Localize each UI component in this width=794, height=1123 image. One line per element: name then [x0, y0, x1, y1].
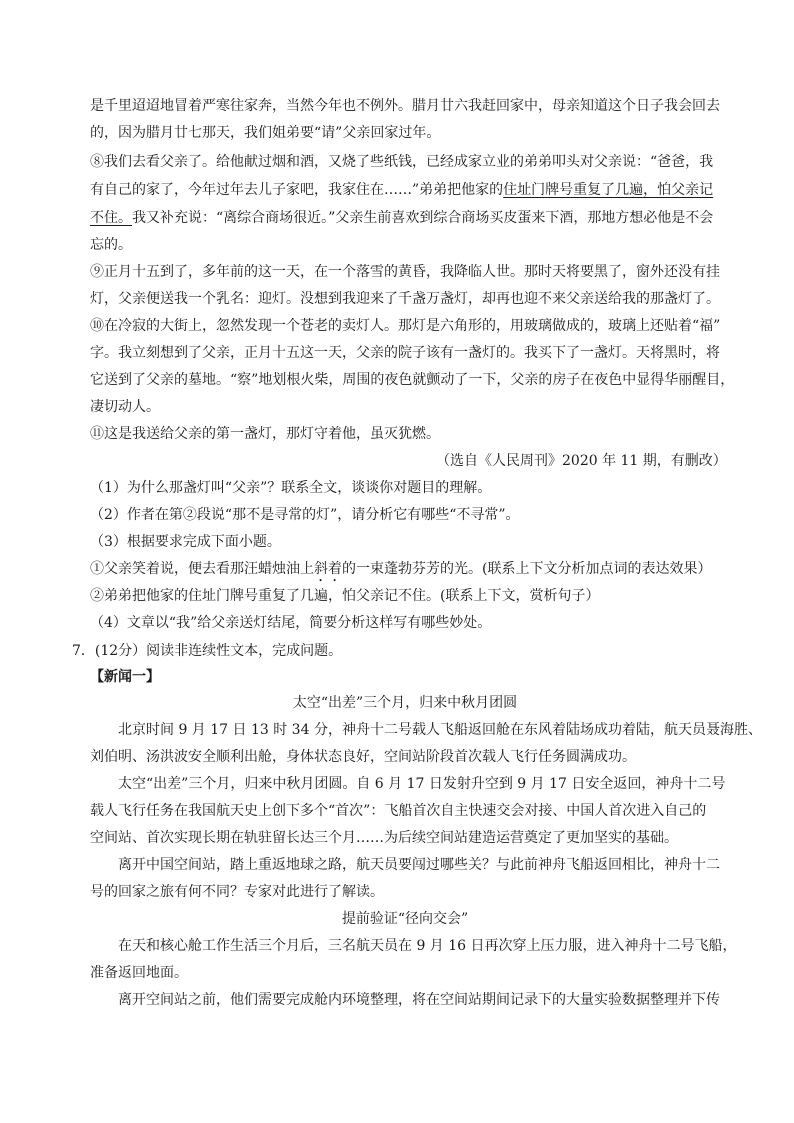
news-line: 北京时间 9 月 17 日 13 时 34 分，神舟十二号载人飞船返回舱在东风着陆场成功着陆，航天员聂海胜、: [118, 722, 762, 738]
news-title: 太空“出差”三个月，归来中秋月团圆: [292, 695, 518, 711]
news-line: 准备返回地面。: [90, 965, 188, 981]
para-10-line: ⑩在冷寂的大街上，忽然发现一个苍老的卖灯人。那灯是六角形的，用玻璃做成的，玻璃上还贴着“福”: [90, 318, 721, 334]
underlined-sentence: 住址门牌号重复了几遍，怕父亲记: [503, 182, 714, 198]
para-10-line: 它送到了父亲的墓地。“察”地划根火柴，周围的夜色就颤动了一下，父亲的房子在夜色中显得华丽醒目，: [90, 372, 735, 388]
question-2: （2）作者在第②段说“那不是寻常的灯”，请分析它有哪些“不寻常”。: [90, 507, 520, 523]
para-top-line: 的，因为腊月廿七那天，我们姐弟要“请”父亲回家过年。: [90, 125, 441, 141]
news-line: 离开中国空间站，踏上重返地球之路，航天员要闯过哪些关？与此前神舟飞船返回相比，神舟十二: [118, 857, 720, 873]
question-4: （4）文章以“我”给父亲送灯结尾，简要分析这样写有哪些妙处。: [90, 615, 492, 631]
para-8-line: 忘的。: [90, 237, 132, 253]
news-subtitle: 提前验证“径向交会”: [341, 911, 469, 927]
para-10-line: 字。我立刻想到了父亲，正月十五这一天，父亲的院子该有一盏灯的。我买下了一盏灯。天将黑时，将: [90, 345, 720, 361]
para-9-line: 灯，父亲便送我一个乳名：迎灯。没想到我迎来了千盏万盏灯，却再也迎不来父亲送给我的那盏灯了。: [90, 291, 720, 307]
text-span: 的一束蓬勃芬芳的光。(联系上下文分析加点词的表达效果）: [342, 561, 712, 577]
news-line: 刘伯明、汤洪波安全顺利出舱，身体状态良好，空间站阶段首次载人飞行任务圆满成功。: [90, 749, 636, 765]
question-7-header: 7．(12分）阅读非连续性文本，完成问题。: [72, 643, 343, 659]
para-8-line: ⑧我们去看父亲了。给他献过烟和酒，又烧了些纸钱，已经成家立业的弟弟叩头对父亲说：“爸爸，我: [90, 154, 714, 170]
text-span: ①父亲笑着说，便去看那汪蜡烛油上: [90, 561, 314, 577]
question-3: （3）根据要求完成下面小题。: [90, 534, 281, 550]
para-10-line: 凄切动人。: [90, 399, 160, 415]
para-9-line: ⑨正月十五到了，多年前的这一天，在一个落雪的黄昏，我降临人世。那时天将要黑了，窗外还没有挂: [90, 264, 720, 280]
text-span: 我又补充说：“离综合商场很近。”父亲生前喜欢到综合商场买皮蛋来下酒，那地方想必他是不会: [132, 210, 714, 226]
news-line: 离开空间站之前，他们需要完成舱内环境整理，将在空间站期间记录下的大量实验数据整理并下传: [118, 992, 720, 1008]
para-11: ⑪这是我送给父亲的第一盏灯，那灯守着他，虽灭犹燃。: [90, 426, 440, 442]
news-line: 在天和核心舱工作生活三个月后，三名航天员在 9 月 16 日再次穿上压力服，进入神舟十二号飞船，: [118, 938, 737, 954]
source-citation: （选自《人民周刊》2020 年 11 期，有删改）: [436, 453, 727, 469]
question-3b: ②弟弟把他家的住址门牌号重复了几遍，怕父亲记不住。(联系上下文，赏析句子）: [90, 588, 600, 604]
news-line: 号的回家之旅有何不同？专家对此进行了解读。: [90, 884, 384, 900]
dotted-word: 斜着: [314, 561, 342, 577]
underlined-sentence: 不住。: [90, 210, 132, 226]
para-8-line: [90, 208, 720, 228]
para-top-line: 是千里迢迢地冒着严寒往家奔，当然今年也不例外。腊月廿六我赶回家中，母亲知道这个日子我会回去: [90, 98, 720, 114]
news-line: 空间站、首次实现长期在轨驻留长达三个月……为后续空间站建造运营奠定了更加坚实的基础。: [90, 830, 678, 846]
question-3a: [90, 559, 720, 585]
para-8-line: [90, 180, 720, 200]
news-line: 载人飞行任务在我国航天史上创下多个“首次”：飞船首次自主快速交会对接、中国人首次进入自己的: [90, 803, 707, 819]
news-label: 【新闻一】: [90, 669, 160, 685]
text-span: 有自己的家了，今年过年去儿子家吧，我家住在……”弟弟把他家的: [90, 182, 504, 198]
question-1: （1）为什么那盏灯叫“父亲”？联系全文，谈谈你对题目的理解。: [90, 480, 492, 496]
news-line: 太空“出差”三个月，归来中秋月团圆。自 6 月 17 日发射升空到 9 月 17 日安全返回，神舟十二号: [118, 776, 726, 792]
